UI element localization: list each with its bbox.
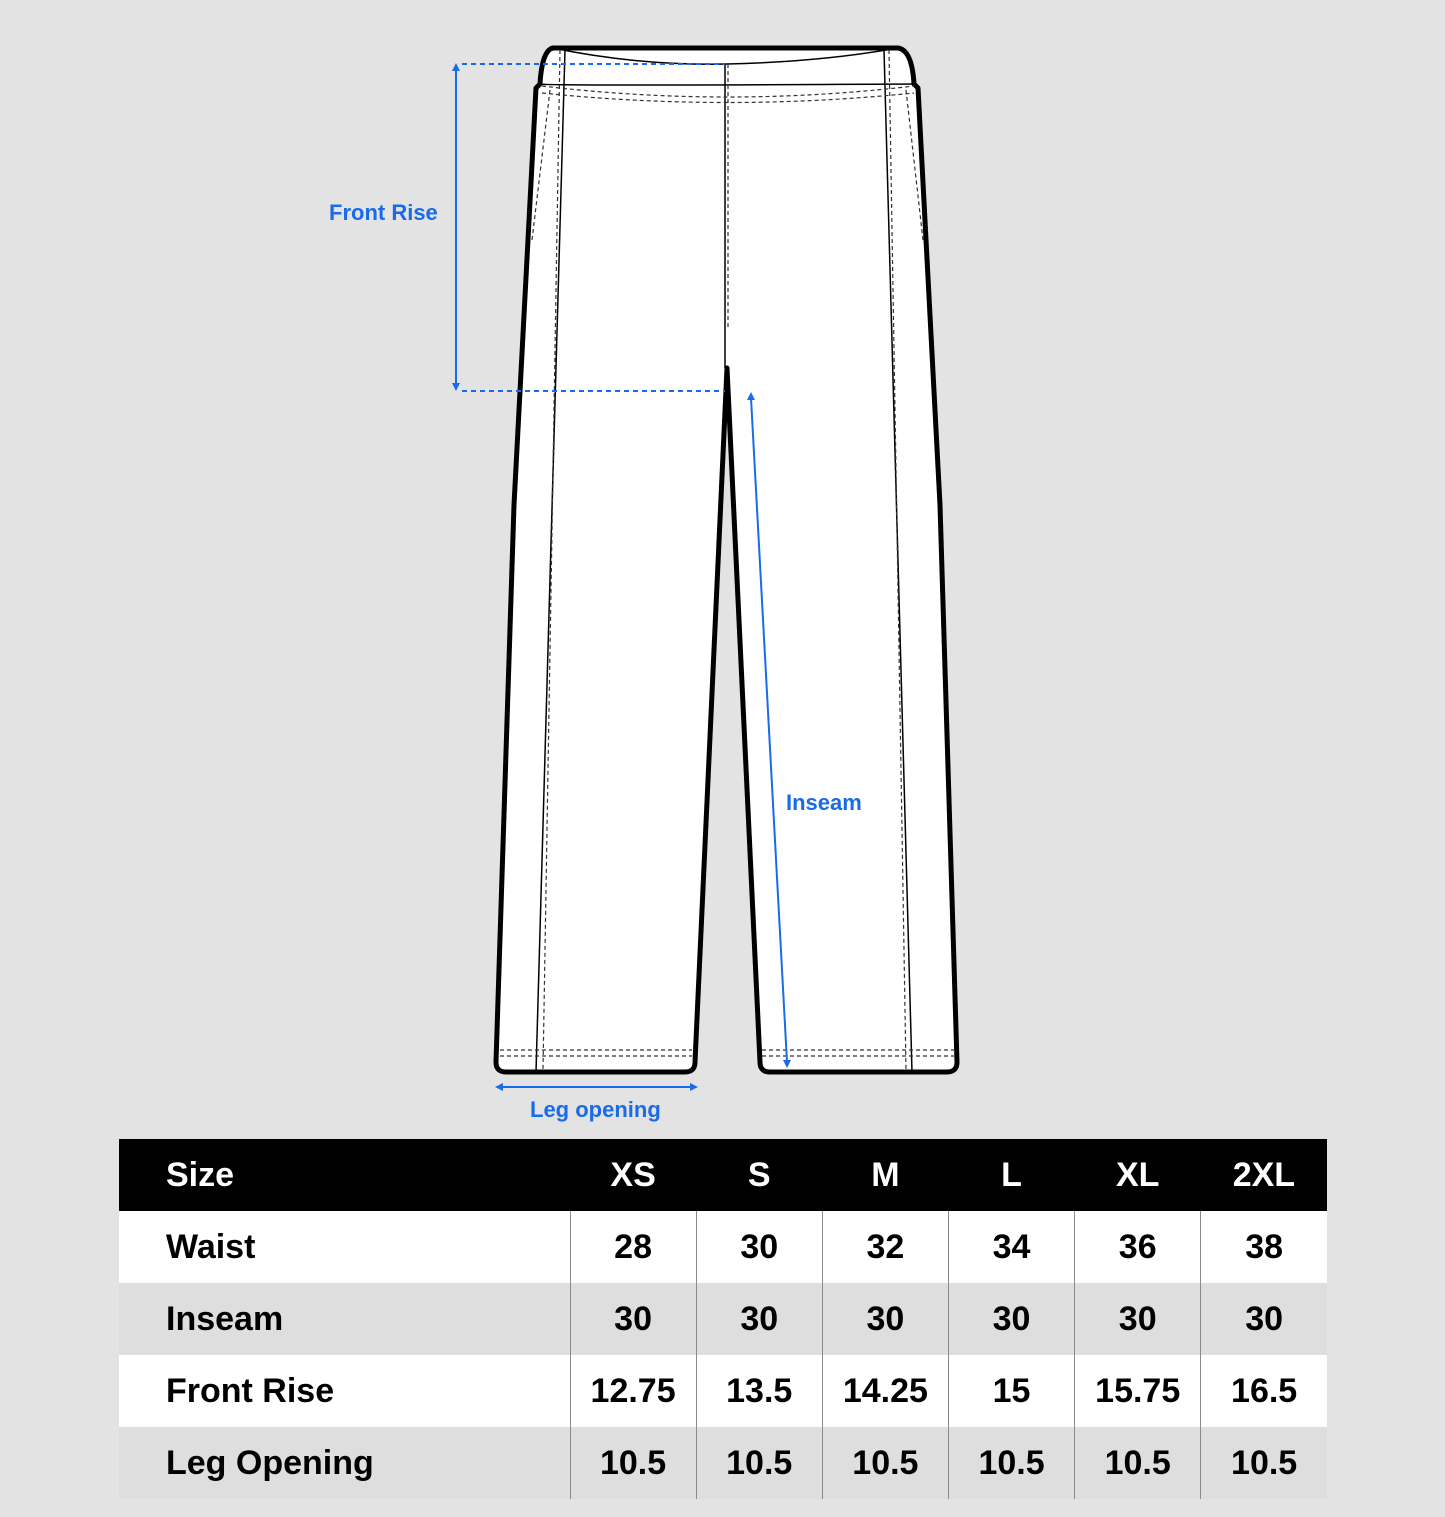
table-cell: 28 <box>570 1211 696 1283</box>
table-row <box>119 1283 1327 1355</box>
table-cell: 14.25 <box>822 1355 948 1427</box>
table-cell: 10.5 <box>570 1427 696 1499</box>
header-cell: S <box>696 1139 822 1211</box>
table-cell: 13.5 <box>696 1355 822 1427</box>
front-rise-label: Front Rise <box>329 200 438 225</box>
header-cell: 2XL <box>1201 1139 1327 1211</box>
table-row <box>119 1211 1327 1283</box>
table-cell: 10.5 <box>822 1427 948 1499</box>
row-label: Leg Opening <box>119 1427 570 1499</box>
table-cell: 32 <box>822 1211 948 1283</box>
leg-opening-label: Leg opening <box>530 1097 661 1122</box>
row-label: Front Rise <box>119 1355 570 1427</box>
header-cell: XS <box>570 1139 696 1211</box>
row-label: Inseam <box>119 1283 570 1355</box>
table-cell: 15.75 <box>1075 1355 1201 1427</box>
size-chart-table <box>119 1139 1327 1499</box>
table-cell: 30 <box>570 1283 696 1355</box>
table-cell: 30 <box>696 1211 822 1283</box>
table-cell: 30 <box>1075 1283 1201 1355</box>
row-label: Waist <box>119 1211 570 1283</box>
table-row <box>119 1427 1327 1499</box>
header-cell: M <box>822 1139 948 1211</box>
table-cell: 10.5 <box>1201 1427 1327 1499</box>
table-cell: 10.5 <box>1075 1427 1201 1499</box>
table-cell: 38 <box>1201 1211 1327 1283</box>
table-cell: 10.5 <box>948 1427 1074 1499</box>
table-cell: 15 <box>948 1355 1074 1427</box>
table-header-row <box>119 1139 1327 1211</box>
table-cell: 30 <box>822 1283 948 1355</box>
table-cell: 30 <box>696 1283 822 1355</box>
table-cell: 16.5 <box>1201 1355 1327 1427</box>
header-cell: XL <box>1075 1139 1201 1211</box>
table-cell: 30 <box>1201 1283 1327 1355</box>
table-cell: 34 <box>948 1211 1074 1283</box>
header-cell: Size <box>119 1139 570 1211</box>
table-cell: 10.5 <box>696 1427 822 1499</box>
header-cell: L <box>948 1139 1074 1211</box>
table-cell: 12.75 <box>570 1355 696 1427</box>
table-row <box>119 1355 1327 1427</box>
table-cell: 30 <box>948 1283 1074 1355</box>
table-cell: 36 <box>1075 1211 1201 1283</box>
inseam-label: Inseam <box>786 790 862 815</box>
